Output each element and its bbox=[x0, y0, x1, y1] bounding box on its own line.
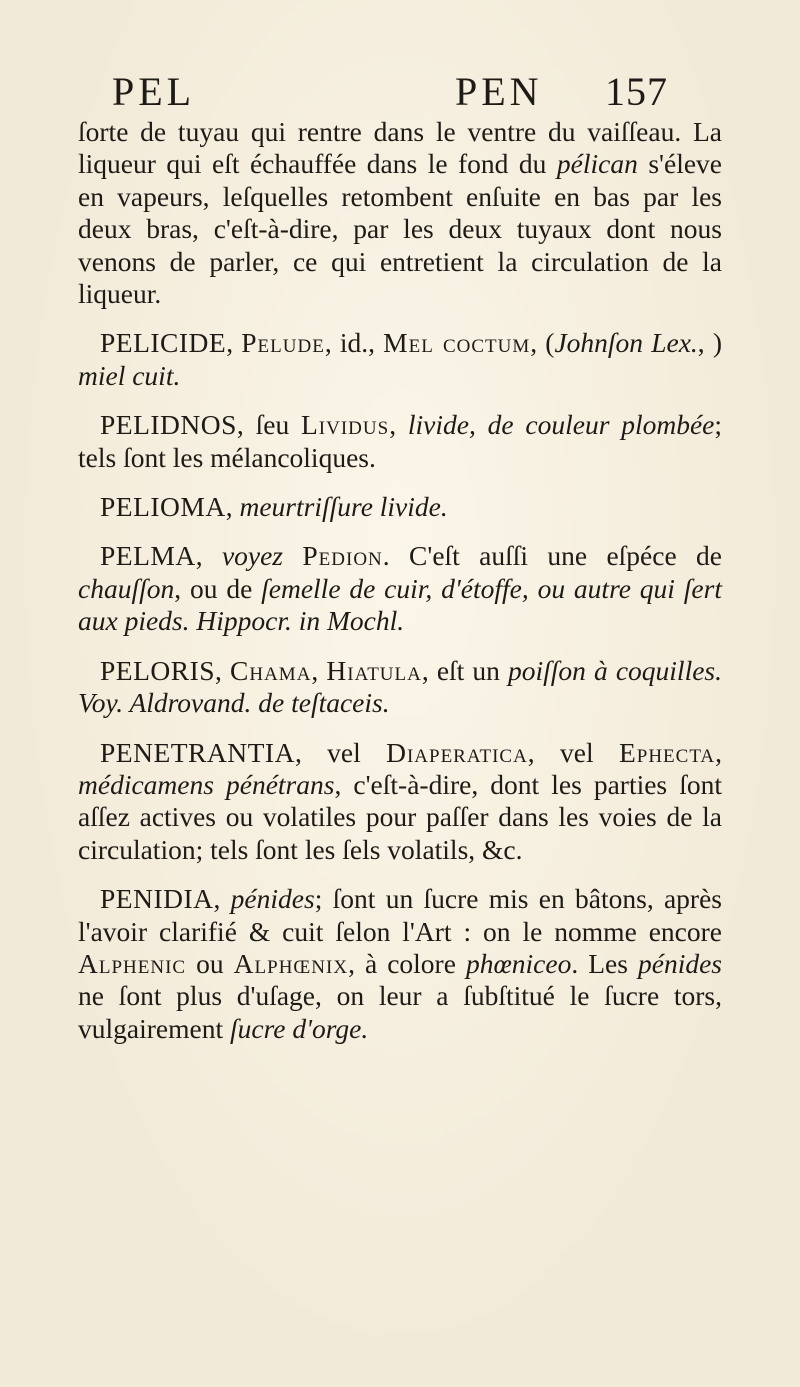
entry-penetrantia: PENETRANTIA, vel Diaperatica, vel Ephecta, médicamens pénétrans, c'eſt-à-dire, dont les parties ſont aſſez actives ou volatiles pour paſſer dans les voies de la circulation; tels ſont les ſels volatils, &c. bbox=[78, 736, 722, 865]
headword: PELICIDE bbox=[100, 327, 227, 359]
entry-pelma: PELMA, voyez Pedion. C'eſt auſſi une eſpéce de chauſſon, ou de ſemelle de cuir, d'étoffe, ou autre qui ſert aux pieds. Hippocr. in Mochl. bbox=[78, 540, 722, 637]
headword: PENETRANTIA bbox=[100, 736, 295, 768]
headword: PELMA bbox=[100, 540, 196, 572]
page-number: 157 bbox=[605, 69, 668, 114]
running-head bbox=[112, 68, 672, 112]
entry-pelidnos: PELIDNOS, ſeu Lividus, livide, de couleur plombée; tels ſont les mélancoliques. bbox=[78, 409, 722, 473]
entry-peloris: PELORIS, Chama, Hiatula, eſt un poiſſon à coquilles. Voy. Aldrovand. de teſtaceis. bbox=[78, 654, 722, 719]
running-head-right: PEN bbox=[455, 69, 543, 114]
entry-pelicide: PELICIDE, Pelude, id., Mel coctum, (Johnſon Lex., ) miel cuit. bbox=[78, 327, 722, 391]
running-head-left: PEL bbox=[112, 69, 196, 114]
headword: PELORIS bbox=[100, 654, 216, 686]
entry-pelioma: PELIOMA, meurtriſſure livide. bbox=[100, 491, 448, 523]
headword: PENIDIA bbox=[100, 883, 214, 915]
headword: PELIDNOS bbox=[100, 409, 237, 441]
entry-penidia: PENIDIA, pénides; ſont un ſucre mis en bâtons, après l'avoir clarifié & cuit ſelon l'Art : on le nomme encore Alphenic ou Alphœnix, à colore phœniceo. Les pénides ne ſont plus d'uſage, on leur a ſubſtitué le ſucre tors, vulgairement ſucre d'orge. bbox=[78, 883, 723, 1044]
entry-continuation: ſorte de tuyau qui rentre dans le ventre du vaiſſeau. La liqueur qui eſt échauffée dans le fond du pélican s'éleve en vapeurs, leſquelles retombent enſuite en bas par les deux bras, c'eſt-à-dire, par les deux tuyaux dont nous venons de parler, ce qui entretient la circulation de la liqueur. bbox=[78, 116, 723, 310]
headword: PELIOMA bbox=[100, 491, 226, 523]
dictionary-text bbox=[78, 116, 722, 1045]
